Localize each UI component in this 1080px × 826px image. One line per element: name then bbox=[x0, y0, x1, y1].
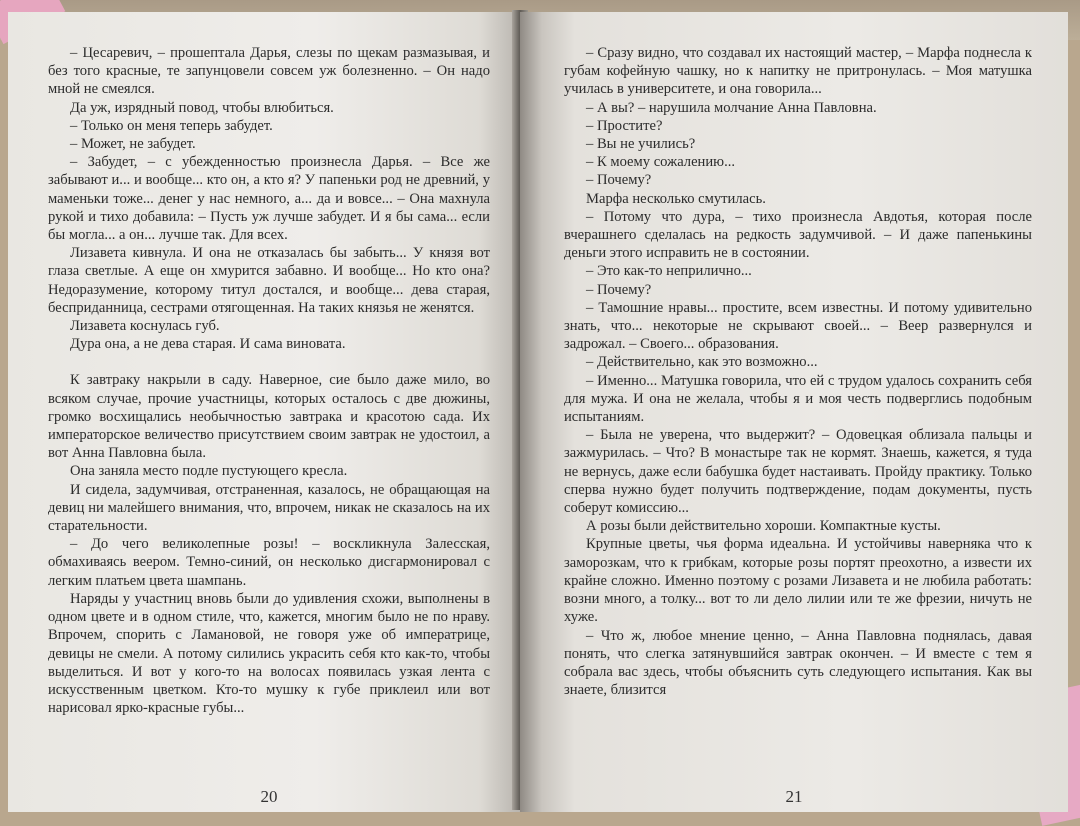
paragraph: А розы были действительно хороши. Компактные кусты. bbox=[586, 518, 941, 535]
paragraph: К завтраку накрыли в саду. Наверное, сие было даже мило, во всяком случае, прочие участницы, которых осталось с две дюжины, громко восхищались необычностью завтрака и красотою сада. Их императорское величество присутствием своим завтрак не удостоил, а вот Анна Павловна была. bbox=[48, 372, 490, 462]
paragraph: – Была не уверена, что выдержит? – Одовецкая облизала пальцы и зажмурилась. – Что? В монастыре так не кормят. Знаешь, кажется, я туда не вернусь, даже если бабушка будет настаивать. Пройду практику. Только сперва нужно будет получить подтверждение, подам документы, пусть соберут комиссию... bbox=[564, 427, 1032, 517]
left-page-text bbox=[48, 44, 490, 717]
paragraph: – Простите? bbox=[586, 117, 663, 134]
paragraph: – К моему сожалению... bbox=[586, 154, 736, 171]
paragraph: Наряды у участниц вновь были до удивления схожи, выполнены в одном цвете и в одном стиле, что, кажется, многим было не по нраву. Впрочем, спорить с Ламановой, не говоря уже об императрице, девицы не смели. А потому силились украсить себя кто как-то, чтобы выделиться. И вот у кого-то на волосах появилась узкая лента с искусственным цветком. Кто-то мушку к губе приклеил или вот нарисовал ярко-красные губы... bbox=[48, 590, 490, 717]
paragraph: – До чего великолепные розы! – воскликнула Залесская, обмахиваясь веером. Темно-синий, он несколько дисгармонировал с легким платьем цвета шампань. bbox=[48, 536, 490, 589]
paragraph: – Действительно, как это возможно... bbox=[586, 354, 818, 371]
paragraph: – Сразу видно, что создавал их настоящий мастер, – Марфа поднесла к губам кофейную чашку, но к напитку не притронулась. – Моя матушка училась в университете, и она говорила... bbox=[564, 45, 1032, 98]
paragraph: – А вы? – нарушила молчание Анна Павловна. bbox=[586, 99, 877, 116]
paragraph: Она заняла место подле пустующего кресла. bbox=[70, 463, 348, 480]
paragraph: – Почему? bbox=[586, 172, 652, 189]
paragraph: – Что ж, любое мнение ценно, – Анна Павловна поднялась, давая понять, что слегка затянувшийся завтрак окончен. – И вместе с тем я собрала вас здесь, чтобы объяснить суть следующего испытания. Как вы знаете, близится bbox=[564, 627, 1032, 699]
paragraph: – Забудет, – с убежденностью произнесла Дарья. – Все же забывают и... и вообще... кто он, а кто я? У папеньки род не древний, у маменьки тоже... денег у нас немного, а... да и вовсе... – Она махнула рукой и тихо добавила: – Пусть уж лучше забудет. И я бы сама... если бы могла... а он... лучше так. Для всех. bbox=[48, 154, 490, 244]
paragraph: – Потому что дура, – тихо произнесла Авдотья, которая после вчерашнего сделалась на редкость задумчивой. – И даже папенькины деньги этого исправить не в состоянии. bbox=[564, 208, 1032, 262]
paragraph: – Это как-то неприлично... bbox=[586, 263, 752, 280]
page-number-right: 21 bbox=[785, 786, 803, 806]
paragraph: – Почему? bbox=[586, 281, 652, 298]
paragraph: Марфа несколько смутилась. bbox=[586, 190, 766, 207]
paragraph: Лизавета коснулась губ. bbox=[70, 318, 220, 335]
paragraph: Крупные цветы, чья форма идеальна. И устойчивы наверняка что к заморозкам, что к грибкам, которые розы портят преохотно, а извести их крайне сложно. Именно поэтому с розами Лизавета и не любила работать: возни много, а толку... вот то ли дело лилии или те же фрезии, ничуть не хуже. bbox=[564, 536, 1032, 626]
paragraph: Да уж, изрядный повод, чтобы влюбиться. bbox=[70, 99, 334, 116]
paragraph: – Тамошние нравы... простите, всем известны. И потому удивительно знать, что... некоторые не скрывают своей... – Веер развернулся и задрожал. – Своего... образования. bbox=[564, 299, 1032, 353]
paragraph: – Цесаревич, – прошептала Дарья, слезы по щекам размазывая, и без того красные, те запунцовели совсем уж болезненно. – Он надо мной не смеялся. bbox=[48, 45, 490, 98]
paragraph: – Только он меня теперь забудет. bbox=[70, 117, 273, 134]
paragraph: – Может, не забудет. bbox=[70, 136, 196, 153]
right-page-text bbox=[564, 44, 1032, 699]
right-page bbox=[520, 12, 1068, 812]
paragraph: – Вы не учились? bbox=[586, 136, 696, 153]
page-number-left: 20 bbox=[260, 786, 278, 806]
left-page bbox=[8, 12, 520, 812]
paragraph: – Именно... Матушка говорила, что ей с трудом удалось сохранить себя для мужа. И она не желала, чтобы я и моя честь подверглись подобным испытаниям. bbox=[564, 372, 1032, 426]
paragraph: И сидела, задумчивая, отстраненная, казалось, не обращающая на девиц ни малейшего внимания, что, впрочем, никак не сказалось на их старательности. bbox=[48, 481, 490, 535]
paragraph: Дура она, а не дева старая. И сама виновата. bbox=[70, 336, 346, 353]
paragraph: Лизавета кивнула. И она не отказалась бы забыть... У князя вот глаза светлые. А еще он хмурится забавно. И вообще... Но кто она? Недоразумение, которому титул достался, и вообще... дева старая, бесприданница, сестрами отягощенная. На таких князья не женятся. bbox=[48, 245, 490, 316]
